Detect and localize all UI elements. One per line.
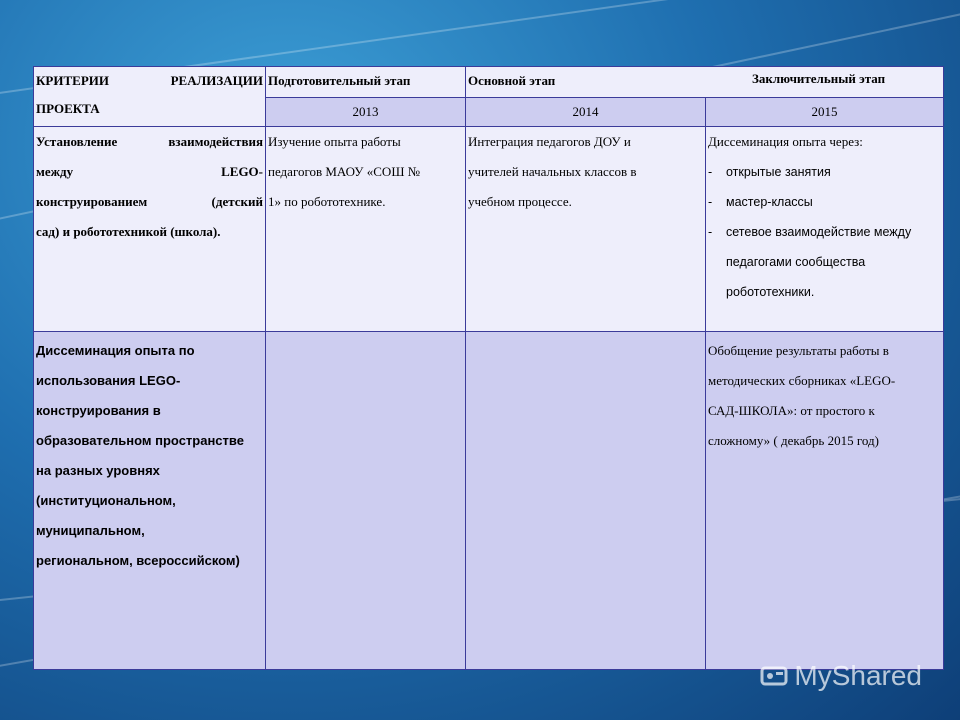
final-2-line: Обобщение результаты работы в <box>708 343 889 358</box>
year-2013: 2013 <box>266 98 466 127</box>
list-item: - мастер-классы <box>708 187 941 217</box>
watermark-text: MyShared <box>794 660 922 691</box>
year-2015: 2015 <box>706 98 944 127</box>
criterion-2-line: (институциональном, <box>36 493 176 508</box>
criterion-1-line: между LEGO- <box>36 164 263 179</box>
prep-1-line: Изучение опыта работы <box>268 134 401 149</box>
prep-1-line: 1» по робототехнике. <box>268 194 386 209</box>
criterion-1-line: сад) и робототехникой (школа). <box>36 224 221 239</box>
prep-1-line: педагогов МАОУ «СОШ № <box>268 164 421 179</box>
main-1-line: учебном процессе. <box>468 194 572 209</box>
project-criteria-table <box>33 66 944 670</box>
table-row <box>34 127 944 332</box>
final-2-line: методических сборниках «LEGO- <box>708 373 896 388</box>
stage-main-label: Основной этап <box>468 73 556 88</box>
year-2014: 2014 <box>466 98 706 127</box>
list-item: - открытые занятия <box>708 157 941 187</box>
table-row <box>34 332 944 670</box>
prep-cell-2 <box>266 332 466 670</box>
list-item: - сетевое взаимодействие между педагогами сообщества робототехники. <box>708 217 941 307</box>
projector-icon <box>760 662 790 690</box>
watermark <box>760 660 922 692</box>
criterion-2-line: образовательном пространстве <box>36 433 244 448</box>
stage-prep-header: Подготовительный этап <box>266 67 466 98</box>
criterion-cell-2 <box>34 332 266 670</box>
criterion-2-line: на разных уровнях <box>36 463 160 478</box>
final-1-list <box>708 157 941 307</box>
main-cell-2 <box>466 332 706 670</box>
criteria-header-word2: РЕАЛИЗАЦИИ <box>170 73 263 88</box>
main-1-line: Интеграция педагогов ДОУ и <box>468 134 631 149</box>
final-cell-1 <box>706 127 944 332</box>
main-1-line: учителей начальных классов в <box>468 164 637 179</box>
criterion-2-line: муниципальном, <box>36 523 145 538</box>
prep-cell-1 <box>266 127 466 332</box>
criteria-header-word1: КРИТЕРИИ <box>36 73 109 88</box>
criterion-1-line: Установление взаимодействия <box>36 134 263 149</box>
criterion-2-line: Диссеминация опыта по <box>36 343 195 358</box>
criteria-header-word3: ПРОЕКТА <box>36 101 100 116</box>
final-2-line: сложному» ( декабрь 2015 год) <box>708 433 879 448</box>
criteria-header-cell <box>34 67 266 127</box>
criterion-cell-1 <box>34 127 266 332</box>
criterion-2-line: конструирования в <box>36 403 161 418</box>
main-cell-1 <box>466 127 706 332</box>
final-2-line: САД-ШКОЛА»: от простого к <box>708 403 875 418</box>
criterion-2-line: использования LEGO- <box>36 373 181 388</box>
final-1-intro: Диссеминация опыта через: <box>708 134 863 149</box>
final-cell-2 <box>706 332 944 670</box>
criterion-2-line: региональном, всероссийском) <box>36 553 240 568</box>
criterion-1-line: конструированием (детский <box>36 194 263 209</box>
stage-final-header: Заключительный этап <box>752 71 886 86</box>
